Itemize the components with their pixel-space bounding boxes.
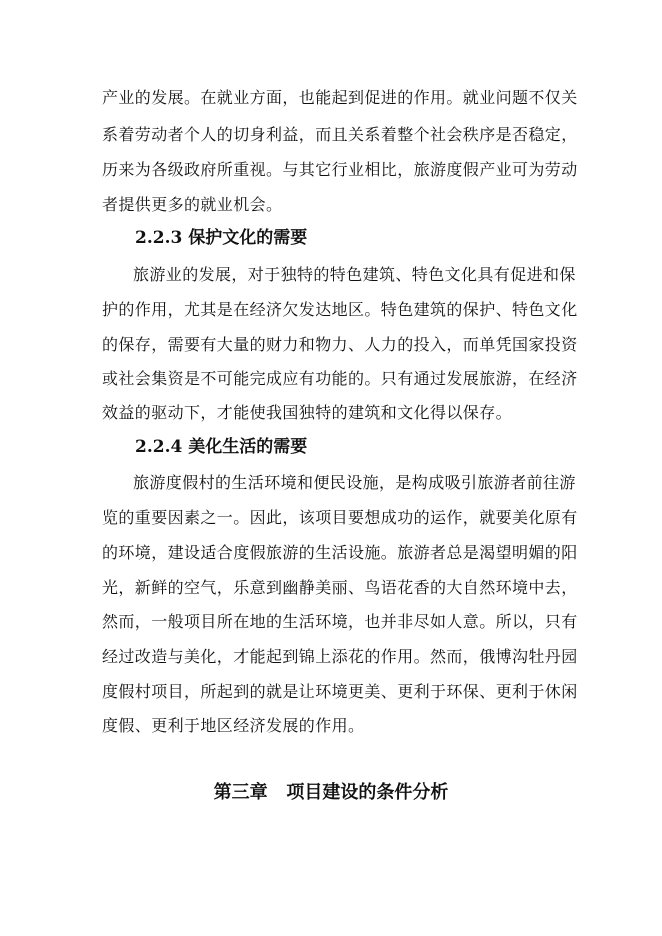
section-224-line-5: 然而，一般项目所在地的生活环境，也并非尽如人意。所以，只有 <box>102 612 578 631</box>
intro-line-1: 产业的发展。在就业方面，也能起到促进的作用。就业问题不仅关 <box>102 88 578 107</box>
chapter-title: 第三章 项目建设的条件分析 <box>213 782 449 803</box>
section-223-line-4: 或社会集资是不可能完成应有功能的。只有通过发展旅游，在经济 <box>102 369 578 388</box>
intro-line-2: 系着劳动者个人的切身利益，而且关系着整个社会秩序是否稳定， <box>102 125 578 144</box>
section-224-heading: 2.2.4 美化生活的需要 <box>135 437 308 457</box>
section-223-heading: 2.2.3 保护文化的需要 <box>135 228 308 248</box>
section-223-line-5: 效益的驱动下，才能使我国独特的建筑和文化得以保存。 <box>102 403 513 422</box>
section-224-line-2: 览的重要因素之一。因此，该项目要想成功的运作，就要美化原有 <box>102 508 578 527</box>
section-223-line-2: 护的作用，尤其是在经济欠发达地区。特色建筑的保护、特色文化 <box>102 300 578 319</box>
section-224-line-3: 的环境，建设适合度假旅游的生活设施。旅游者总是渴望明媚的阳 <box>102 543 578 562</box>
section-224-line-6: 经过改造与美化，才能起到锦上添花的作用。然而，俄博沟牡丹园 <box>102 647 578 666</box>
intro-line-3: 历来为各级政府所重视。与其它行业相比，旅游度假产业可为劳动 <box>102 160 578 179</box>
section-223-line-3: 的保存，需要有大量的财力和物力、人力的投入，而单凭国家投资 <box>102 335 578 354</box>
section-224-line-1: 旅游度假村的生活环境和便民设施，是构成吸引旅游者前往游 <box>133 473 576 492</box>
section-224-line-7: 度假村项目，所起到的就是让环境更美、更利于环保、更利于休闲 <box>102 682 578 701</box>
intro-line-4: 者提供更多的就业机会。 <box>102 195 283 214</box>
section-224-line-8: 度假、更利于地区经济发展的作用。 <box>102 716 365 735</box>
section-223-line-1: 旅游业的发展，对于独特的特色建筑、特色文化具有促进和保 <box>133 265 576 284</box>
section-224-line-4: 光，新鲜的空气，乐意到幽静美丽、鸟语花香的大自然环境中去， <box>102 578 578 597</box>
